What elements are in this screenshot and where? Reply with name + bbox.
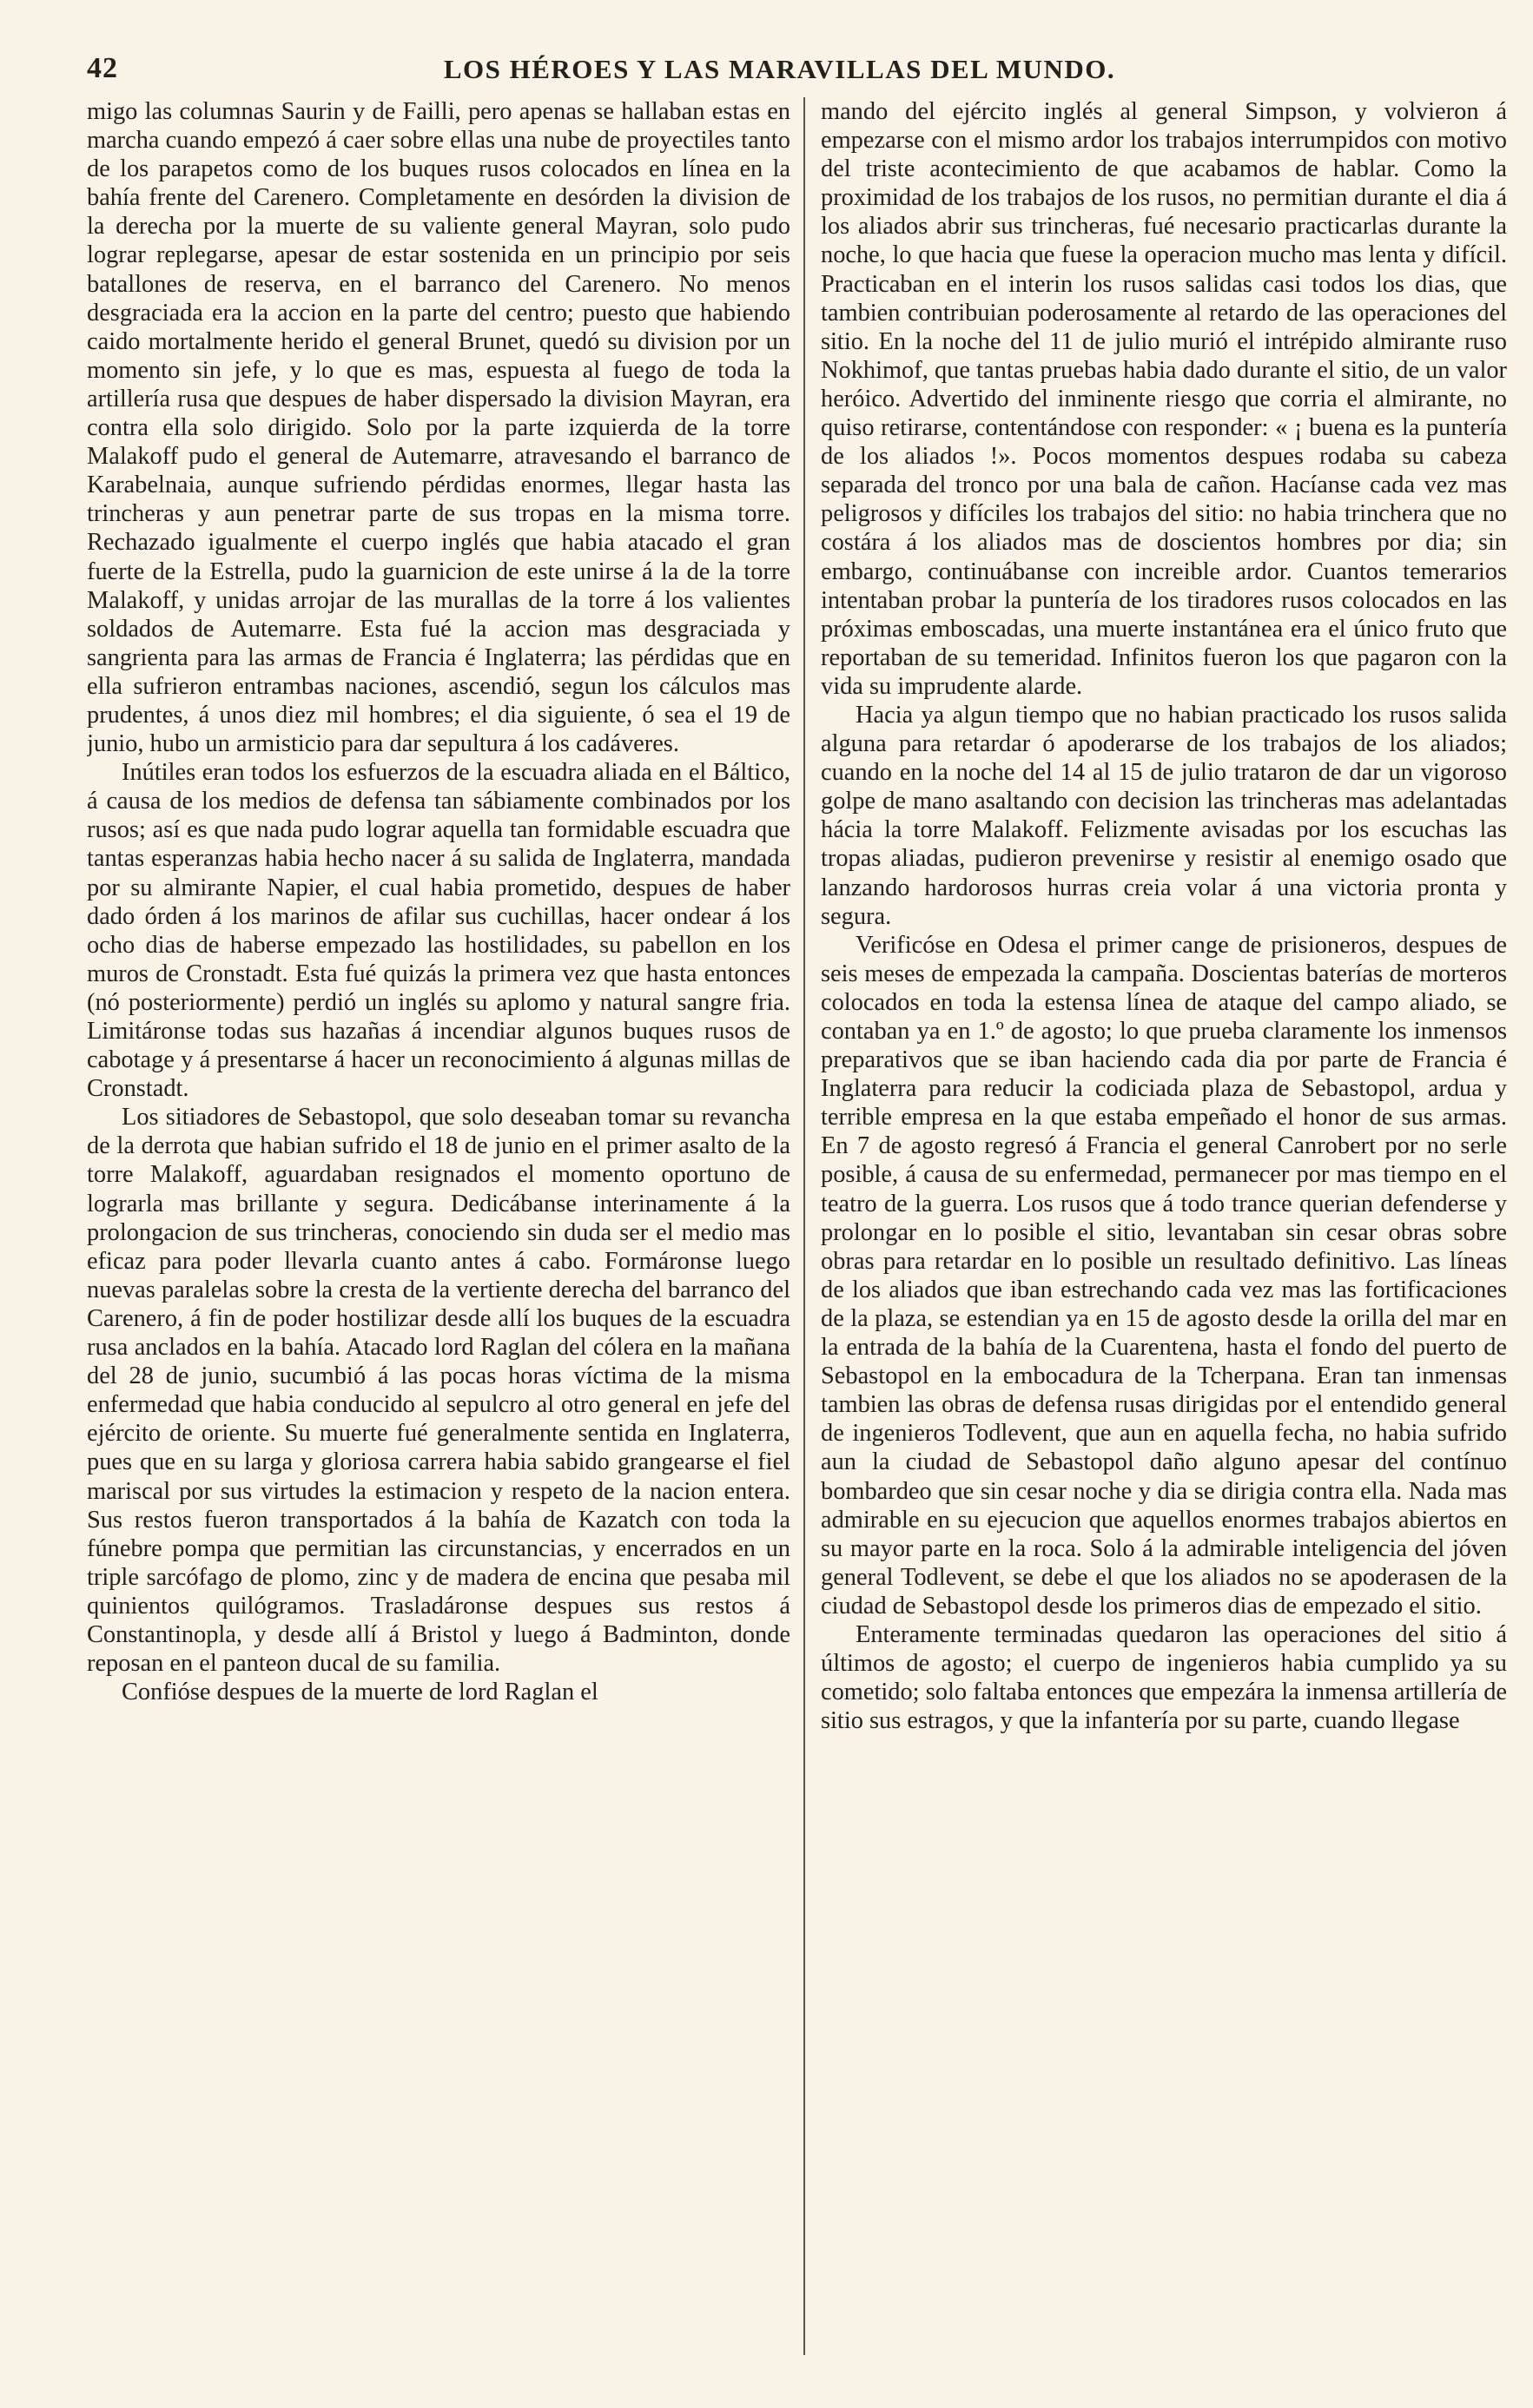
right-column: [821, 97, 1507, 2390]
paragraph: Los sitiadores de Sebastopol, que solo deseaban tomar su revancha de la derrota que habian sufrido el 18 de junio en el primer asalto de la torre Malakoff, aguardaban resignados el momento oportuno de lograrla mas brillante y segura. Dedicábanse interinamente á la prolongacion de sus trincheras, conociendo sin duda ser el medio mas eficaz para poder llevarla cuanto antes á cabo. Formáronse luego nuevas paralelas sobre la cresta de la vertiente derecha del barranco del Carenero, á fin de poder hostilizar desde allí los buques de la escuadra rusa anclados en la bahía. Atacado lord Raglan del cólera en la mañana del 28 de junio, sucumbió á las pocas horas víctima de la misma enfermedad que habia conducido al sepulcro al otro general en jefe del ejército de oriente. Su muerte fué generalmente sentida en Inglaterra, pues que en su larga y gloriosa carrera habia sabido grangearse el fiel mariscal por sus virtudes la estimacion y respeto de la nacion entera. Sus restos fueron transportados á la bahía de Kazatch con toda la fúnebre pompa que permitian las circunstancias, y encerrados en un triple sarcófago de plomo, zinc y de madera de encina que pesaba mil quinientos quilógramos. Trasladáronse despues sus restos á Constantinopla, y desde allí á Bristol y luego á Badminton, donde reposan en el panteon ducal de su familia.: [87, 1104, 790, 1678]
paragraph: Inútiles eran todos los esfuerzos de la escuadra aliada en el Báltico, á causa de los medios de defensa tan sábiamente combinados por los rusos; así es que nada pudo lograr aquella tan formidable escuadra que tantas esperanzas habia hecho nacer á su salida de Inglaterra, mandada por su almirante Napier, el cual habia prometido, despues de haber dado órden á los marinos de afilar sus cuchillas, hacer ondear á los ocho dias de haberse empezado las hostilidades, su pabellon en los muros de Cronstadt. Esta fué quizás la primera vez que hasta entonces (nó posteriormente) perdió un inglés su aplomo y natural sangre fria. Limitáronse todas sus hazañas á incendiar algunos buques rusos de cabotage y á presentarse á hacer un reconocimiento á algunas millas de Cronstadt.: [87, 759, 790, 1103]
paragraph: Verificóse en Odesa el primer cange de prisioneros, despues de seis meses de empezada la campaña. Doscientas baterías de morteros colocados en toda la estensa línea de ataque del campo aliado, se contaban ya en 1.º de agosto; lo que prueba claramente los inmensos preparativos que se iban haciendo cada dia por parte de Francia é Inglaterra para reducir la codiciada plaza de Sebastopol, ardua y terrible empresa en la que estaba empeñado el honor de sus armas. En 7 de agosto regresó á Francia el general Canrobert por no serle posible, á causa de su enfermedad, permanecer por mas tiempo en el teatro de la guerra. Los rusos que á todo trance querian defenderse y prolongar en lo posible el sitio, levantaban sin cesar obras sobre obras para retardar en lo posible un resultado definitivo. Las líneas de los aliados que iban estrechando cada vez mas las fortificaciones de la plaza, se estendian ya en 15 de agosto desde la orilla del mar en la entrada de la bahía de la Cuarentena, hasta el fondo del puerto de Sebastopol en la embocadura de la Tcherpana. Eran tan inmensas tambien las obras de defensa rusas dirigidas por el entendido general de ingenieros Todlevent, que aun en aquella fecha, no habia sufrido aun la ciudad de Sebastopol daño alguno apesar del contínuo bombardeo que sin cesar noche y dia se dirigia contra ella. Nada mas admirable en su ejecucion que aquellos enormes trabajos abiertos en su mayor parte en la roca. Solo á la admirable inteligencia del jóven general Todlevent, se debe el que los aliados no se apoderasen de la ciudad de Sebastopol desde los primeros dias de empezado el sitio.: [821, 931, 1507, 1620]
page-number: 42: [87, 52, 118, 84]
paragraph: Hacia ya algun tiempo que no habian practicado los rusos salida alguna para retardar ó apoderarse de los trabajos de los aliados; cuando en la noche del 14 al 15 de julio trataron de dar un vigoroso golpe de mano asaltando con decision las trincheras mas adelantadas hácia la torre Malakoff. Felizmente avisadas por los escuchas las tropas aliadas, pudieron prevenirse y resistir al enemigo osado que lanzando hardorosos hurras creia volar á una victoria pronta y segura.: [821, 701, 1507, 930]
left-column: [87, 97, 790, 2390]
column-divider: [803, 97, 805, 2355]
page-header: [87, 52, 1472, 94]
paragraph: migo las columnas Saurin y de Failli, pero apenas se hallaban estas en marcha cuando empezó á caer sobre ellas una nube de proyectiles tanto de los parapetos como de los buques rusos colocados en línea en la bahía frente del Carenero. Completamente en desórden la division de la derecha por la muerte de su valiente general Mayran, solo pudo lograr replegarse, apesar de estar sostenida en un principio por seis batallones de reserva, en el barranco del Carenero. No menos desgraciada era la accion en la parte del centro; puesto que habiendo caido mortalmente herido el general Brunet, quedó su division por un momento sin jefe, y lo que es mas, espuesta al fuego de toda la artillería rusa que despues de haber dispersado la division Mayran, era contra ella solo dirigido. Solo por la parte izquierda de la torre Malakoff pudo el general de Autemarre, atravesando el barranco de Karabelnaia, aunque sufriendo pérdidas enormes, llegar hasta las trincheras y aun penetrar parte de sus tropas en la misma torre. Rechazado igualmente el cuerpo inglés que habia atacado el gran fuerte de la Estrella, pudo la guarnicion de este unirse á la de la torre Malakoff, y unidas arrojar de las murallas de la torre á los valientes soldados de Autemarre. Esta fué la accion mas desgraciada y sangrienta para las armas de Francia é Inglaterra; las pérdidas que en ella sufrieron entrambas naciones, ascendió, segun los cálculos mas prudentes, á unos diez mil hombres; el dia siguiente, ó sea el 19 de junio, hubo un armisticio para dar sepultura á los cadáveres.: [87, 98, 790, 758]
paragraph: mando del ejército inglés al general Simpson, y volvieron á empezarse con el mismo ardor los trabajos interrumpidos con motivo del triste acontecimiento de que acabamos de hablar. Como la proximidad de los trabajos de los rusos, no permitian durante el dia á los aliados abrir sus trincheras, fué necesario practicarlas durante la noche, lo que hacia que fuese la operacion mucho mas lenta y difícil. Practicaban en el interin los rusos salidas casi todos los dias, que tambien contribuian poderosamente al retardo de las operaciones del sitio. En la noche del 11 de julio murió el intrépido almirante ruso Nokhimof, que tantas pruebas habia dado durante el sitio, de un valor heróico. Advertido del inminente riesgo que corria el almirante, no quiso retirarse, contentándose con responder: « ¡ buena es la puntería de los aliados !». Pocos momentos despues rodaba su cabeza separada del tronco por una bala de cañon. Hacíanse cada vez mas peligrosos y difíciles los trabajos del sitio: no habia trinchera que no costára á los aliados mas de doscientos hombres por dia; sin embargo, continuábanse con increible ardor. Cuantos temerarios intentaban probar la puntería de los tiradores rusos colocados en las próximas emboscadas, una muerte instantánea era el único fruto que reportaban de su temeridad. Infinitos fueron los que pagaron con la vida su imprudente alarde.: [821, 98, 1507, 700]
running-title: LOS HÉROES Y LAS MARAVILLAS DEL MUNDO.: [443, 54, 1116, 84]
paragraph: Confióse despues de la muerte de lord Raglan el: [122, 1679, 598, 1706]
paragraph: Enteramente terminadas quedaron las operaciones del sitio á últimos de agosto; el cuerpo de ingenieros habia cumplido ya su cometido; solo faltaba entonces que empezára la inmensa artillería de sitio sus estragos, y que la infantería por su parte, cuando llegase: [821, 1620, 1507, 1735]
